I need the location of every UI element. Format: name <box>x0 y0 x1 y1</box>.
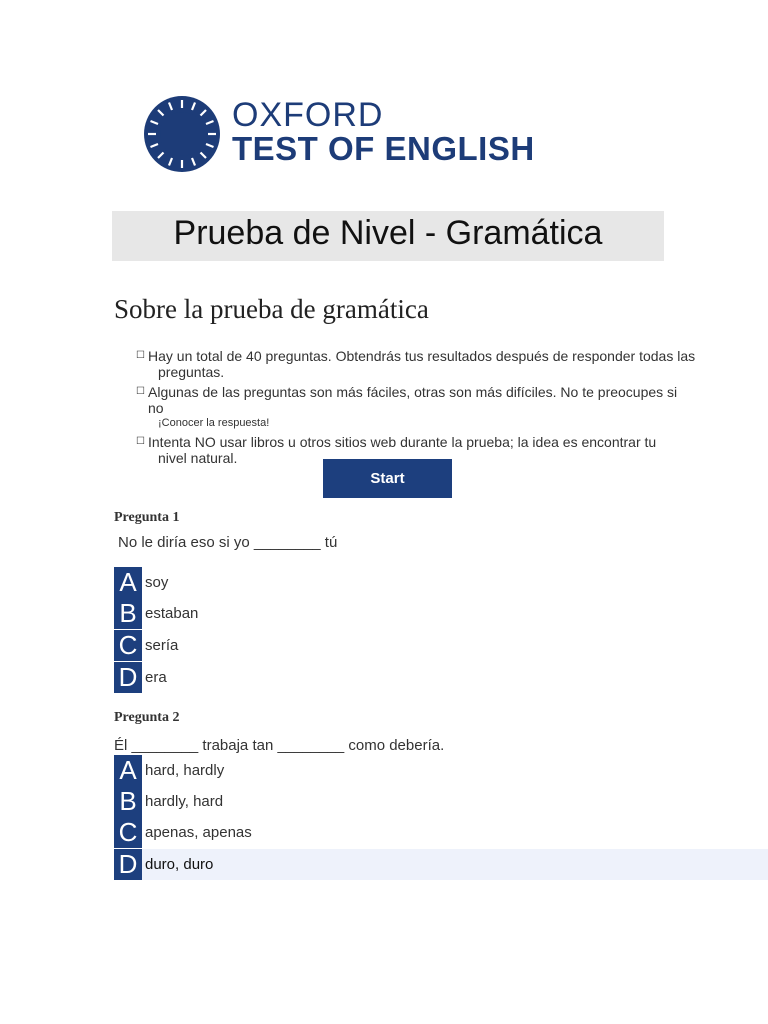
q2-option-d[interactable] <box>114 849 768 880</box>
title-banner <box>112 211 664 261</box>
instruction-line: Intenta NO usar libros u otros sitios web durante la prueba; la idea es encontrar tu <box>148 434 657 450</box>
q1-option-c[interactable] <box>114 630 768 661</box>
option-letter: C <box>114 817 142 848</box>
option-text: hardly, hard <box>145 793 224 810</box>
question-1-label: Pregunta 1 <box>114 510 180 525</box>
option-letter: A <box>114 567 142 598</box>
question-2-label: Pregunta 2 <box>114 710 180 725</box>
instructions-list <box>136 348 696 470</box>
bullet-box-icon: ☐ <box>136 386 145 397</box>
instruction-item <box>136 348 696 380</box>
option-letter: C <box>114 630 142 661</box>
option-text: sería <box>145 637 179 654</box>
question-1-text: No le diría eso si yo ________ tú <box>118 534 338 551</box>
instruction-item <box>136 384 696 430</box>
option-letter: D <box>114 849 142 880</box>
option-letter: B <box>114 598 142 629</box>
option-text: era <box>145 669 167 686</box>
option-letter: B <box>114 786 142 817</box>
about-heading: Sobre la prueba de gramática <box>114 294 429 324</box>
brand-oxford: OXFORD <box>232 96 384 134</box>
sun-emblem-icon <box>142 94 222 174</box>
bullet-box-icon: ☐ <box>136 436 145 447</box>
q2-option-a[interactable] <box>114 755 768 786</box>
option-letter: A <box>114 755 142 786</box>
option-text: estaban <box>145 605 199 622</box>
option-text: duro, duro <box>145 856 214 873</box>
q2-option-b[interactable] <box>114 786 768 817</box>
page-title: Prueba de Nivel - Gramática <box>173 214 603 252</box>
option-text: hard, hardly <box>145 762 225 779</box>
option-letter: D <box>114 662 142 693</box>
instruction-line: Hay un total de 40 preguntas. Obtendrás tus resultados después de responder todas las <box>148 348 696 364</box>
instruction-line-continued: preguntas. <box>158 364 225 380</box>
instruction-line-continued: ¡Conocer la respuesta! <box>158 417 270 429</box>
question-2-text: Él ________ trabaja tan ________ como debería. <box>114 737 445 754</box>
brand-test-of-english: TEST OF ENGLISH <box>232 130 535 167</box>
bullet-box-icon: ☐ <box>136 350 145 361</box>
q1-option-d[interactable] <box>114 662 768 693</box>
instruction-line: Algunas de las preguntas son más fáciles, otras son más difíciles. No te preocupes si no <box>148 384 678 416</box>
q2-option-c[interactable] <box>114 817 768 848</box>
q1-option-a[interactable] <box>114 567 768 598</box>
option-text: soy <box>145 574 169 591</box>
instruction-line-continued: nivel natural. <box>158 450 238 466</box>
start-button[interactable]: Start <box>323 459 452 498</box>
q1-option-b[interactable] <box>114 598 768 629</box>
option-text: apenas, apenas <box>145 824 252 841</box>
oxford-logo <box>142 94 582 174</box>
